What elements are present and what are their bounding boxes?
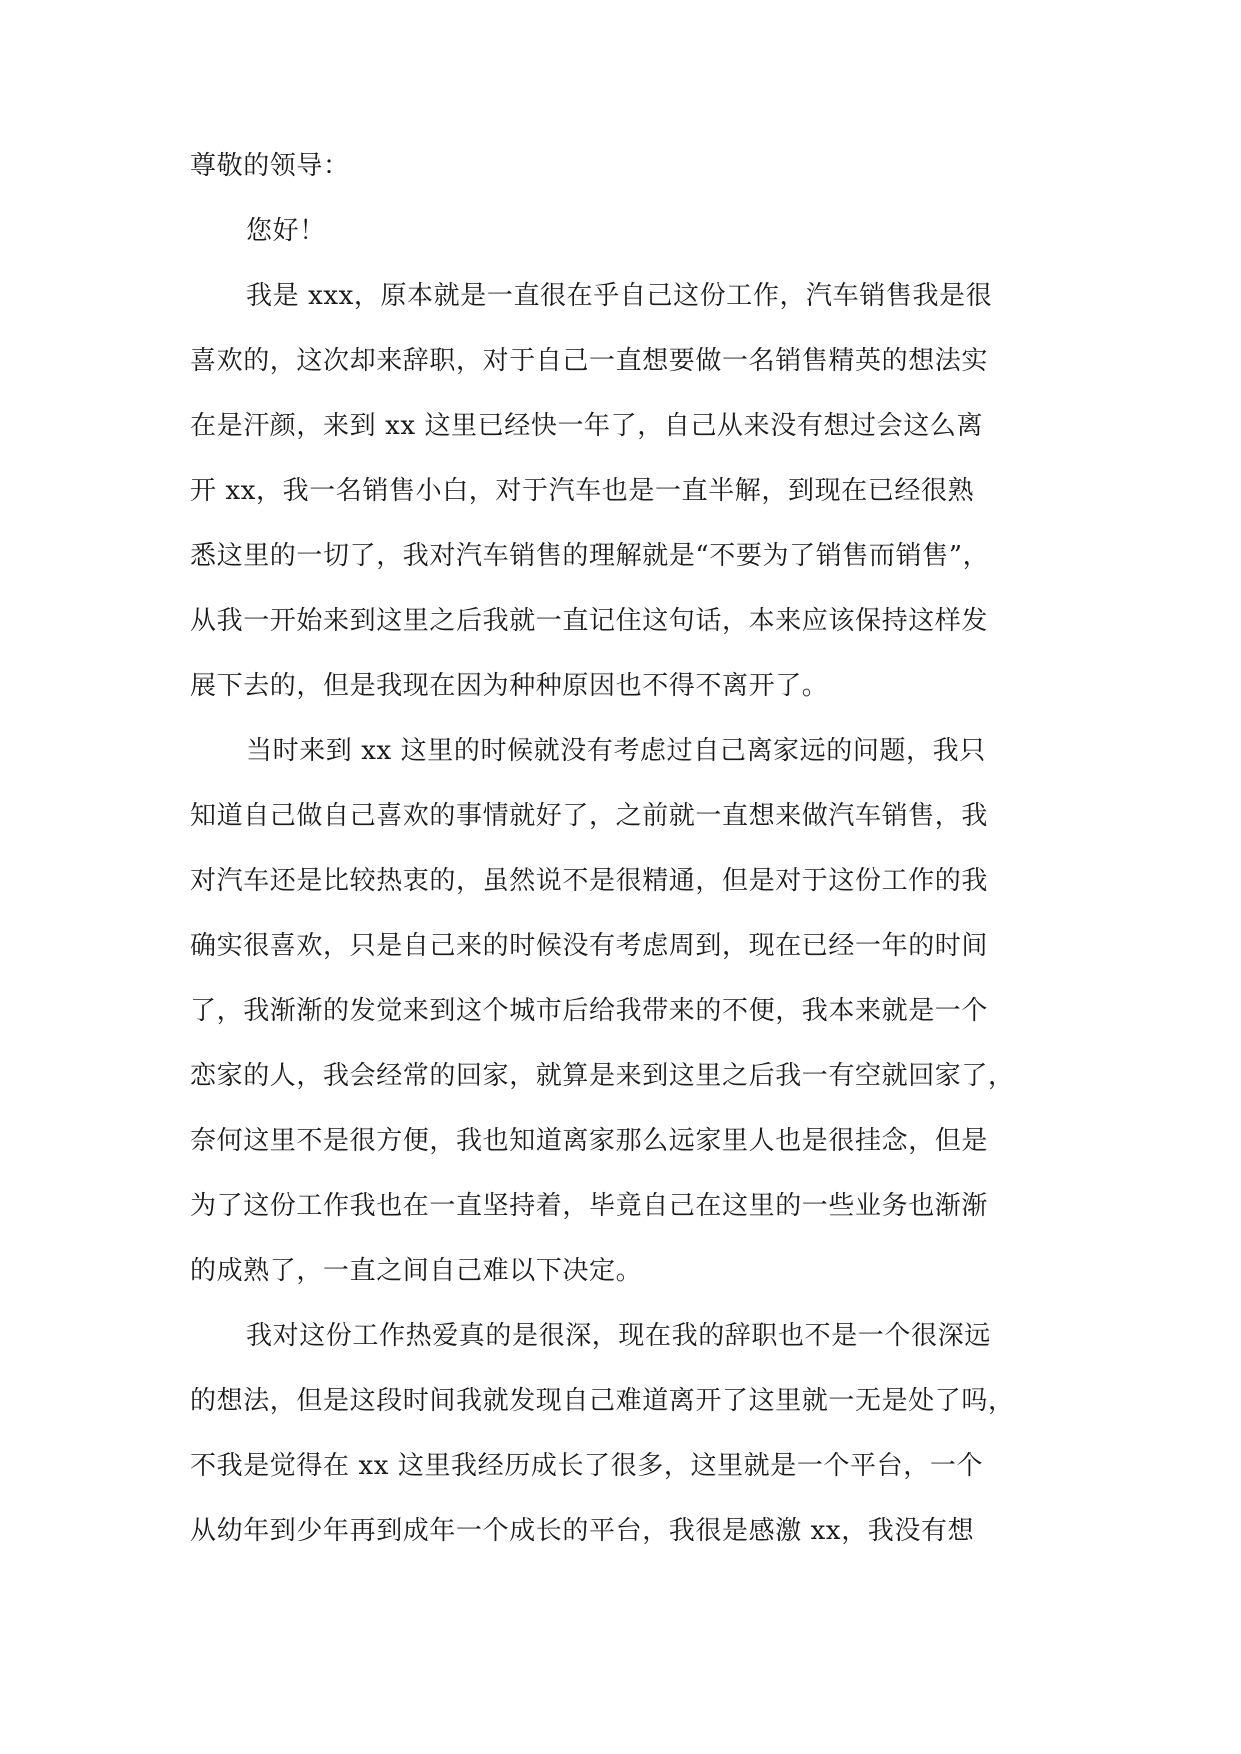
paragraph-3-line-2: 的想法，但是这段时间我就发现自己难道离开了这里就一无是处了吗， [190, 1386, 1015, 1416]
paragraph-2-line-8: 为了这份工作我也在一直坚持着，毕竟自己在这里的一些业务也渐渐 [190, 1191, 989, 1221]
paragraph-1-line-6: 从我一开始来到这里之后我就一直记住这句话，本来应该保持这样发 [190, 606, 989, 636]
paragraph-1-line-7: 展下去的，但是我现在因为种种原因也不得不离开了。 [190, 671, 829, 701]
paragraph-1-line-2: 喜欢的，这次却来辞职，对于自己一直想要做一名销售精英的想法实 [190, 346, 989, 376]
paragraph-1-line-3: 在是汗颜，来到 xx 这里已经快一年了，自己从来没有想过会这么离 [190, 411, 984, 441]
paragraph-3-line-1: 我对这份工作热爱真的是很深，现在我的辞职也不是一个很深远 [246, 1321, 991, 1351]
paragraph-1-line-5: 悉这里的一切了，我对汽车销售的理解就是“不要为了销售而销售”， [190, 541, 990, 571]
paragraph-1-line-4: 开 xx，我一名销售小白，对于汽车也是一直半解，到现在已经很熟 [190, 476, 975, 506]
paragraph-3-line-3: 不我是觉得在 xx 这里我经历成长了很多，这里就是一个平台，一个 [190, 1451, 984, 1481]
paragraph-2-line-7: 奈何这里不是很方便，我也知道离家那么远家里人也是很挂念，但是 [190, 1126, 989, 1156]
paragraph-2-line-9: 的成熟了，一直之间自己难以下决定。 [190, 1256, 643, 1286]
greeting: 您好！ [246, 216, 326, 246]
paragraph-2-line-2: 知道自己做自己喜欢的事情就好了，之前就一直想来做汽车销售，我 [190, 801, 989, 831]
salutation: 尊敬的领导： [190, 151, 350, 181]
paragraph-2-line-3: 对汽车还是比较热衷的，虽然说不是很精通，但是对于这份工作的我 [190, 866, 989, 896]
paragraph-2-line-4: 确实很喜欢，只是自己来的时候没有考虑周到，现在已经一年的时间 [190, 931, 989, 961]
paragraph-2-line-6: 恋家的人，我会经常的回家，就算是来到这里之后我一有空就回家了， [190, 1061, 1015, 1091]
paragraph-2-line-1: 当时来到 xx 这里的时候就没有考虑过自己离家远的问题，我只 [246, 736, 986, 766]
paragraph-3-line-4: 从幼年到少年再到成年一个成长的平台，我很是感激 xx，我没有想 [190, 1516, 975, 1546]
paragraph-1-line-1: 我是 xxx，原本就是一直很在乎自己这份工作，汽车销售我是很 [246, 281, 993, 311]
paragraph-2-line-5: 了，我渐渐的发觉来到这个城市后给我带来的不便，我本来就是一个 [190, 996, 989, 1026]
